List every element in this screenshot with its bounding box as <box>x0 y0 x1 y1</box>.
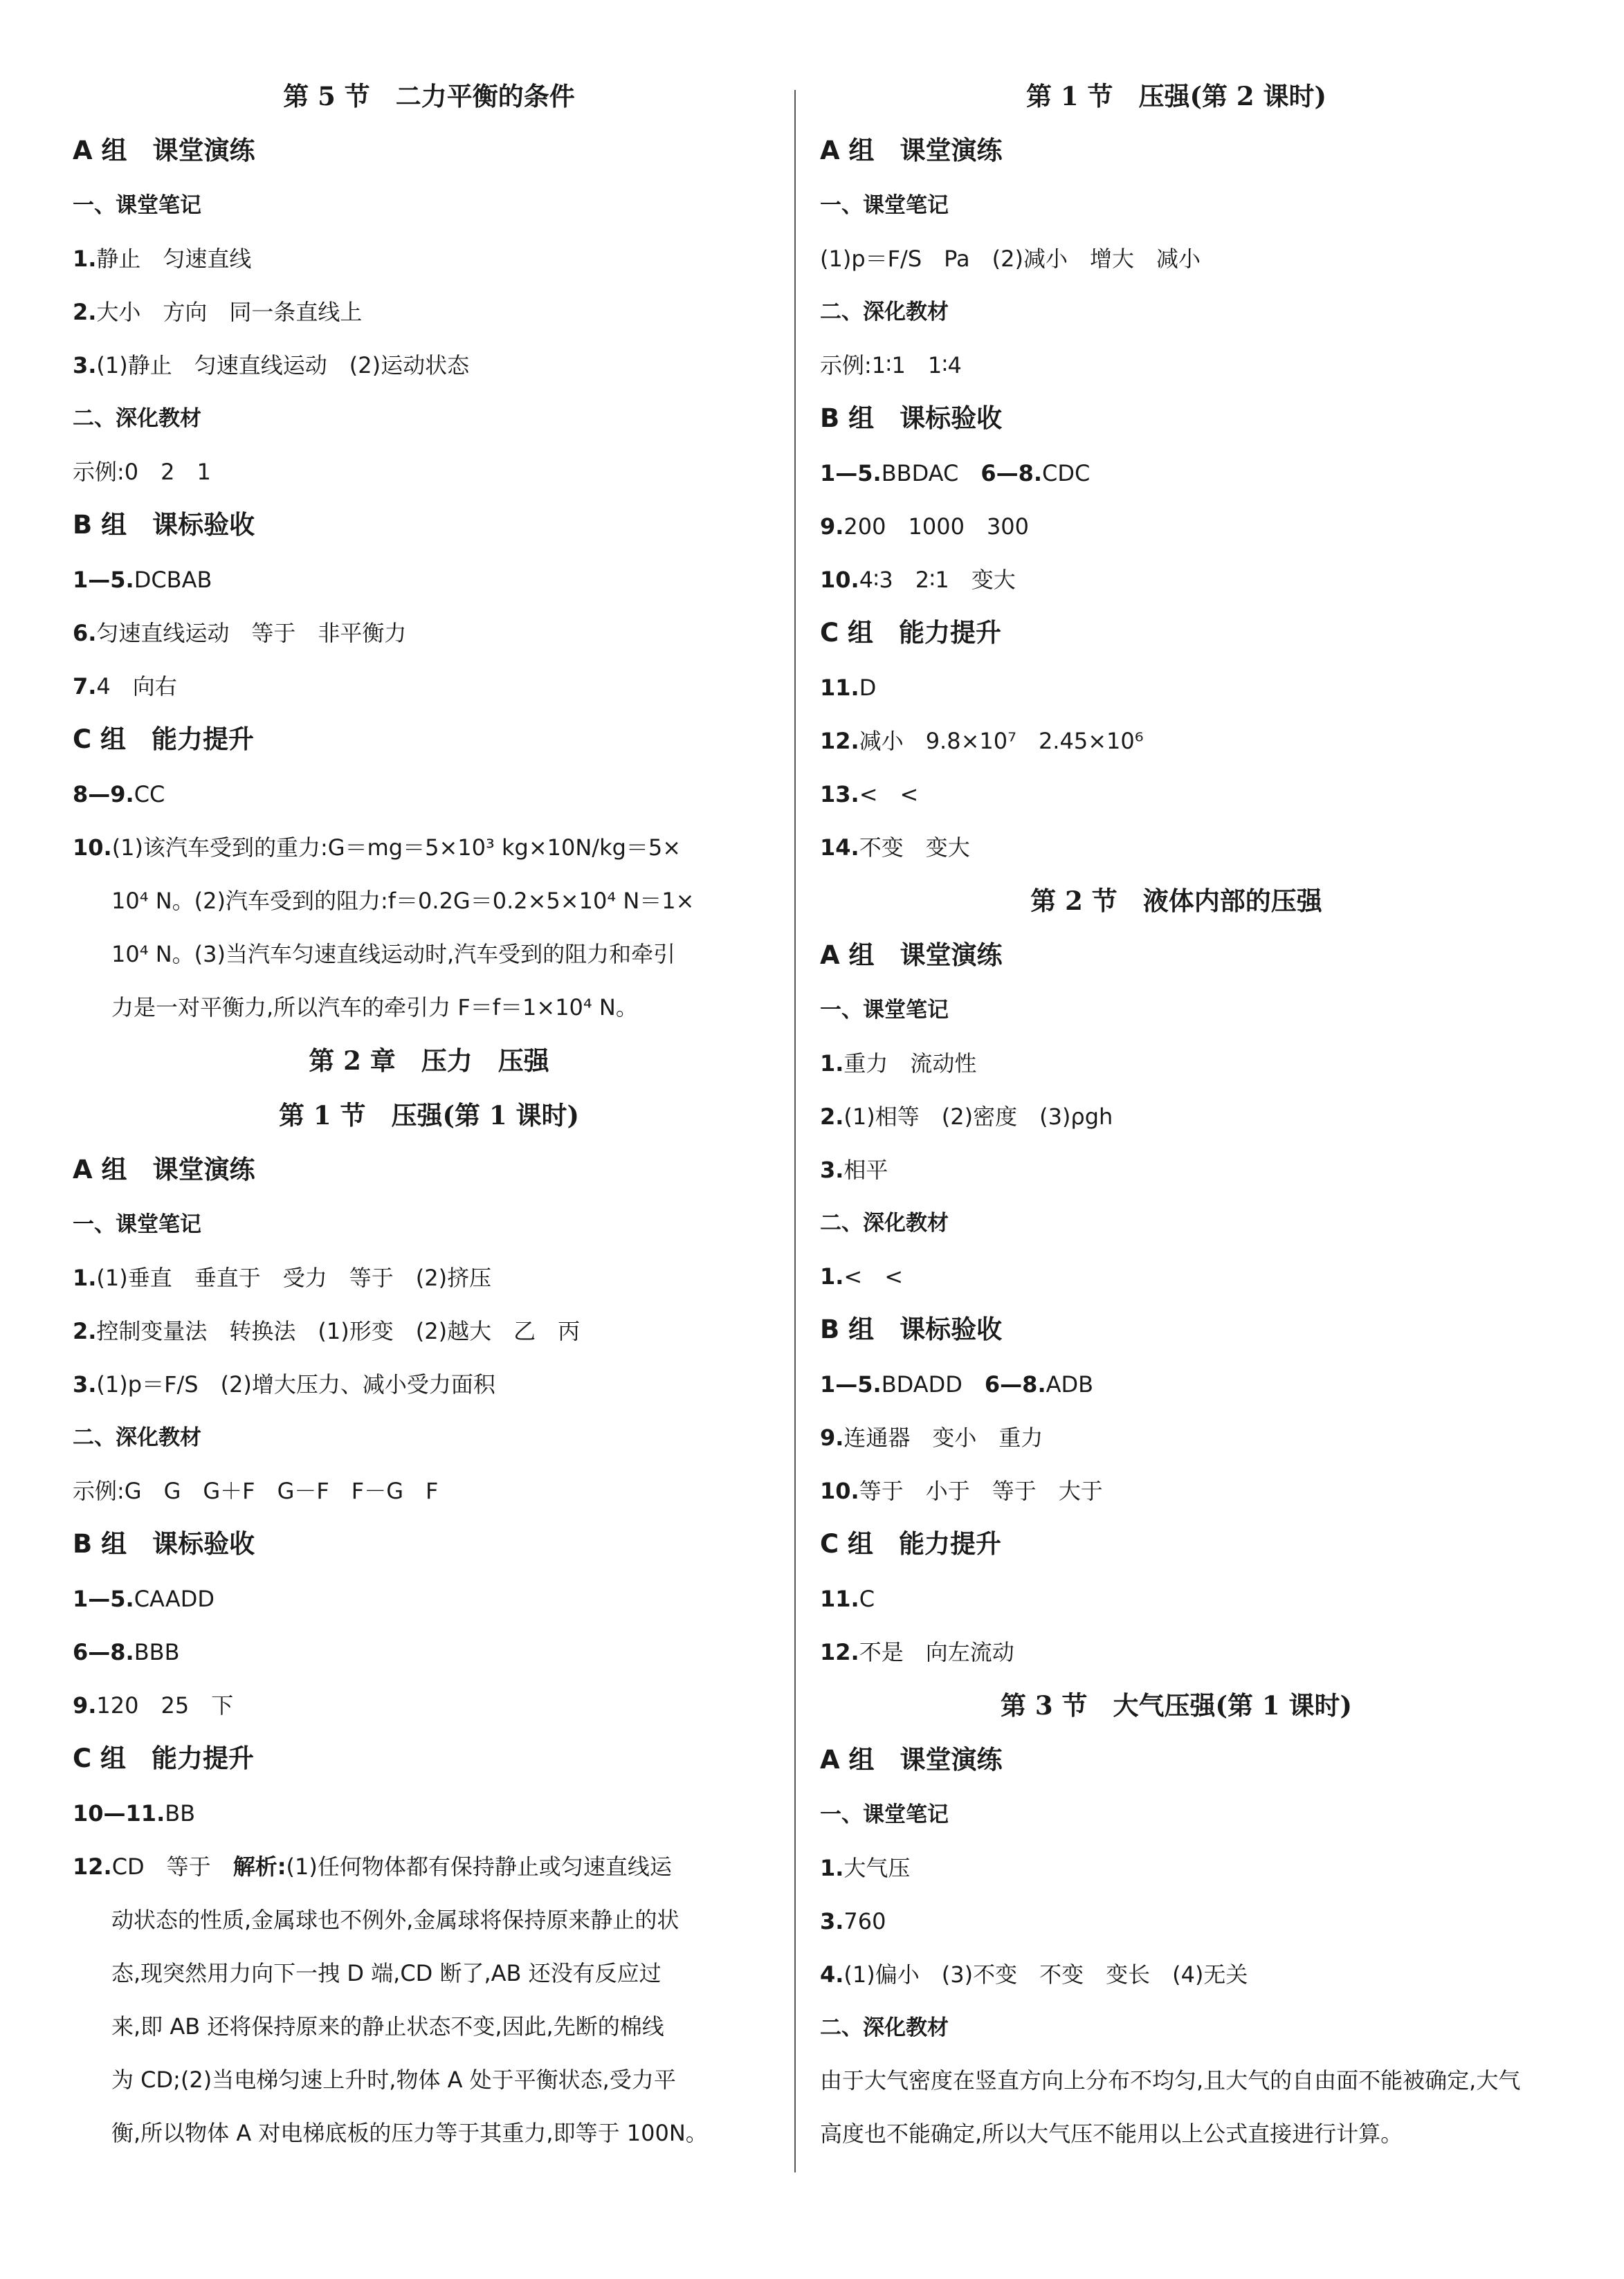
answer-item: 3.(1)p＝F/S (2)增大压力、减小受力面积 <box>73 1371 495 1398</box>
left-column <box>73 83 785 2173</box>
answer-item: 1.(1)垂直 垂直于 受力 等于 (2)挤压 <box>73 1265 492 1291</box>
answer-item: 7.4 向右 <box>73 673 177 699</box>
answer-item: 1.重力 流动性 <box>820 1050 977 1077</box>
answer-continuation: 来,即 AB 还将保持原来的静止状态不变,因此,先断的棉线 <box>111 2013 664 2040</box>
answer-item: 11.C <box>820 1586 875 1612</box>
answer-item: 9.200 1000 300 <box>820 513 1030 540</box>
answer-item: 2.控制变量法 转换法 (1)形变 (2)越大 乙 丙 <box>73 1318 581 1344</box>
answer-item: 4.(1)偏小 (3)不变 不变 变长 (4)无关 <box>820 1961 1248 1988</box>
answer-item: 1—5.BDADD 6—8.ADB <box>820 1371 1094 1398</box>
answer-continuation: 力是一对平衡力,所以汽车的牵引力 F＝f＝1×10⁴ N。 <box>111 994 638 1020</box>
answer-item: 12.不是 向左流动 <box>820 1639 1014 1665</box>
subsection-heading: 一、课堂笔记 <box>820 1802 949 1827</box>
group-heading: A 组 课堂演练 <box>820 940 1003 970</box>
section-title: 第 1 节 压强(第 2 课时) <box>1025 81 1327 111</box>
answer-item: 10.等于 小于 等于 大于 <box>820 1478 1103 1504</box>
answer-continuation: 10⁴ N。(2)汽车受到的阻力:f＝0.2G＝0.2×5×10⁴ N＝1× <box>111 888 695 914</box>
group-heading: A 组 课堂演练 <box>73 136 255 165</box>
answer-item: 1—5.BBDAC 6—8.CDC <box>820 460 1091 486</box>
analysis-label: 解析: <box>232 1854 286 1880</box>
subsection-heading: 一、课堂笔记 <box>73 1212 201 1237</box>
example-answer: 示例:0 2 1 <box>73 459 211 485</box>
answer-item: 6—8.BBB <box>73 1639 180 1665</box>
answer-item: 3.760 <box>820 1908 886 1934</box>
answer-item: 14.不变 变大 <box>820 834 970 861</box>
answer-item: 3.相平 <box>820 1157 888 1183</box>
right-column <box>820 83 1533 2161</box>
subsection-heading: 二、深化教材 <box>820 2015 949 2040</box>
paragraph: 由于大气密度在竖直方向上分布不均匀,且大气的自由面不能被确定,大气高度也不能确定,所以大气压不能用以上公式直接进行计算。 <box>820 2067 1521 2147</box>
chapter-title: 第 2 章 压力 压强 <box>309 1045 549 1076</box>
subsection-heading: 一、课堂笔记 <box>820 193 949 218</box>
answer-item: 9.120 25 下 <box>73 1692 234 1719</box>
answer-item: 8—9.CC <box>73 781 165 807</box>
answer-continuation: 为 CD;(2)当电梯匀速上升时,物体 A 处于平衡状态,受力平 <box>111 2067 676 2093</box>
answer-item: 1—5.DCBAB <box>73 567 212 593</box>
answer-item: 3.(1)静止 匀速直线运动 (2)运动状态 <box>73 352 470 378</box>
section-title: 第 1 节 压强(第 1 课时) <box>278 1100 580 1131</box>
subsection-heading: 一、课堂笔记 <box>73 193 201 218</box>
subsection-heading: 二、深化教材 <box>820 300 949 324</box>
section-title: 第 5 节 二力平衡的条件 <box>283 81 575 111</box>
group-heading: C 组 能力提升 <box>73 1743 255 1773</box>
answer-continuation: 衡,所以物体 A 对电梯底板的压力等于其重力,即等于 100N。 <box>111 2120 708 2146</box>
answer-item: 12.CD 等于 解析:(1)任何物体都有保持静止或匀速直线运 <box>73 1854 672 1880</box>
group-heading: B 组 课标验收 <box>73 510 255 540</box>
group-heading: B 组 课标验收 <box>820 1315 1003 1344</box>
group-heading: C 组 能力提升 <box>73 724 255 754</box>
subsection-heading: 二、深化教材 <box>73 1425 201 1450</box>
subsection-heading: 一、课堂笔记 <box>820 998 949 1023</box>
answer-continuation: 10⁴ N。(3)当汽车匀速直线运动时,汽车受到的阻力和牵引 <box>111 941 676 967</box>
answer-item: 6.匀速直线运动 等于 非平衡力 <box>73 620 407 646</box>
group-heading: A 组 课堂演练 <box>820 1745 1003 1775</box>
answer-continuation: 态,现突然用力向下一拽 D 端,CD 断了,AB 还没有反应过 <box>111 1960 662 1986</box>
answer-item: 2.(1)相等 (2)密度 (3)ρgh <box>820 1104 1113 1130</box>
subsection-heading: 二、深化教材 <box>73 406 201 431</box>
answer-item: 12.减小 9.8×10⁷ 2.45×10⁶ <box>820 728 1144 754</box>
answer-item: 9.连通器 变小 重力 <box>820 1425 1043 1451</box>
section-title: 第 3 节 大气压强(第 1 课时) <box>1000 1690 1353 1721</box>
answer-item: 10.4∶3 2∶1 变大 <box>820 567 1016 593</box>
group-heading: C 组 能力提升 <box>820 618 1002 648</box>
column-divider <box>794 90 796 2172</box>
answer-item: 1.< < <box>820 1263 904 1290</box>
answer-item: 10.(1)该汽车受到的重力:G＝mg＝5×10³ kg×10N/kg＝5× <box>73 834 682 861</box>
section-title: 第 2 节 液体内部的压强 <box>1030 886 1322 916</box>
group-heading: B 组 课标验收 <box>820 403 1003 433</box>
answer-item: 1.大气压 <box>820 1855 911 1881</box>
answer-item: 10—11.BB <box>73 1800 196 1827</box>
answer-item: 11.D <box>820 675 877 701</box>
group-heading: A 组 课堂演练 <box>820 136 1003 165</box>
example-answer: 示例:1∶1 1∶4 <box>820 352 962 378</box>
example-answer: 示例:G G G＋F G－F F－G F <box>73 1478 439 1504</box>
group-heading: C 组 能力提升 <box>820 1529 1002 1559</box>
group-heading: A 组 课堂演练 <box>73 1155 255 1184</box>
answer-item: 2.大小 方向 同一条直线上 <box>73 299 363 325</box>
answer-item: 1.静止 匀速直线 <box>73 246 252 272</box>
subsection-heading: 二、深化教材 <box>820 1211 949 1236</box>
answer-item: 13.< < <box>820 781 919 807</box>
answer-item: 1—5.CAADD <box>73 1586 215 1612</box>
answer-item: (1)p＝F/S Pa (2)减小 增大 减小 <box>820 246 1201 272</box>
group-heading: B 组 课标验收 <box>73 1529 255 1559</box>
answer-continuation: 动状态的性质,金属球也不例外,金属球将保持原来静止的状 <box>111 1907 679 1933</box>
